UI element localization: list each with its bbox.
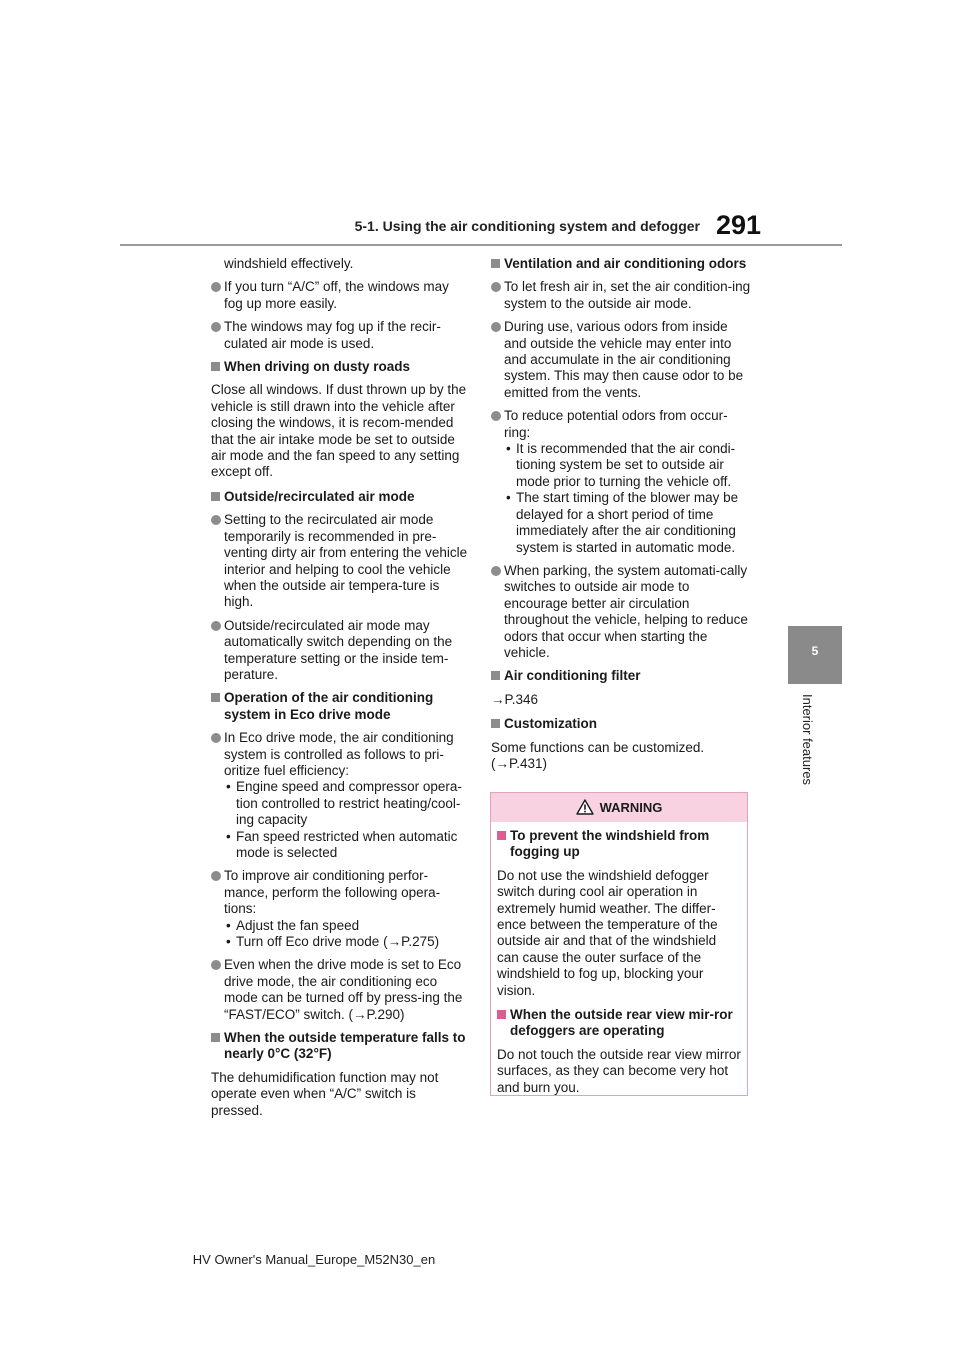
- page-reference: →P.346: [491, 691, 539, 707]
- bullet-item: If you turn “A/C” off, the windows may fog up more easily.: [211, 279, 469, 312]
- warning-header: [491, 793, 747, 822]
- sub-bullet: • It is recommended that the air condi-tioning system be set to outside air mode prior to turning the vehicle off.: [504, 441, 753, 490]
- section-heading: When driving on dusty roads: [211, 359, 469, 375]
- section-heading: Customization: [491, 716, 753, 732]
- bullet-item: Setting to the recirculated air mode temporarily is recommended in pre-venting dirty air from entering the vehicle interior and helping to cool the vehicle when the outside air tempera-ture is high.: [211, 512, 469, 610]
- warning-heading: To prevent the windshield from fogging up: [497, 828, 741, 861]
- section-heading: When the outside temperature falls to nearly 0°C (32°F): [211, 1030, 469, 1063]
- warning-paragraph: Do not use the windshield defogger switch during cool air operation in extremely humid weather. The differ-ence between the temperature of the outside air and that of the windshield can cause the outer surface of the windshield to fog up, blocking your vision.: [497, 867, 718, 998]
- left-column: [211, 256, 469, 1127]
- header-divider: [120, 244, 842, 246]
- bullet-item: The windows may fog up if the recir-culated air mode is used.: [211, 319, 469, 352]
- warning-body: [491, 822, 747, 1096]
- chapter-label: Interior features: [800, 694, 815, 786]
- warning-heading: When the outside rear view mir-ror defoggers are operating: [497, 1007, 741, 1040]
- sub-bullet: • The start timing of the blower may be delayed for a short period of time immediately after the air conditioning system is started in automatic mode.: [504, 490, 753, 556]
- section-title: 5-1. Using the air conditioning system and defogger: [354, 218, 700, 234]
- bullet-item: [491, 408, 753, 556]
- paragraph: Some functions can be customized. (→P.431): [491, 739, 705, 771]
- chapter-number: 5: [811, 644, 819, 658]
- bullet-text: To improve air conditioning perfor-mance, perform the following opera-tions:: [224, 868, 441, 917]
- sub-bullet: • Adjust the fan speed: [224, 918, 469, 934]
- bullet-text: In Eco drive mode, the air conditioning system is controlled as follows to pri-oritize fuel efficiency:: [224, 730, 454, 778]
- right-column: [491, 256, 753, 780]
- page-number: 291: [716, 210, 762, 240]
- paragraph: The dehumidification function may not operate even when “A/C” switch is pressed.: [211, 1069, 439, 1118]
- warning-box: [490, 792, 748, 1096]
- bullet-item: During use, various odors from inside and outside the vehicle may enter into and accumulate in the air conditioning system. This may then cause odor to be emitted from the vents.: [491, 319, 753, 401]
- bullet-item: When parking, the system automati-cally switches to outside air mode to encourage better air circulation throughout the vehicle, helping to reduce odors that occur when starting the vehicle.: [491, 563, 753, 661]
- bullet-item: To let fresh air in, set the air condition-ing system to the outside air mode.: [491, 279, 753, 312]
- warning-title: WARNING: [599, 800, 663, 815]
- section-heading: Ventilation and air conditioning odors: [491, 256, 753, 272]
- bullet-item: Even when the drive mode is set to Eco drive mode, the air conditioning eco mode can be turned off by press-ing the “FAST/ECO” switch. (→P.290): [211, 957, 469, 1023]
- paragraph: Close all windows. If dust thrown up by the vehicle is still drawn into the vehicle after closing the windows, it is recom-mended that the air intake mode be set to outside air mode and the fan speed to any setting except off.: [211, 382, 467, 480]
- bullet-text: To reduce potential odors from occur-ring:: [504, 408, 728, 440]
- section-heading: Outside/recirculated air mode: [211, 489, 469, 505]
- chapter-tab: [788, 626, 842, 684]
- warning-paragraph: Do not touch the outside rear view mirror surfaces, as they can become very hot and burn you.: [497, 1046, 741, 1095]
- sub-bullet: • Fan speed restricted when automatic mode is selected: [224, 829, 469, 862]
- bullet-item: [211, 868, 469, 950]
- warning-triangle-icon: [576, 799, 594, 815]
- footer-manual-id: HV Owner's Manual_Europe_M52N30_en: [192, 1252, 436, 1267]
- bullet-item: [211, 730, 469, 861]
- sub-bullet: • Engine speed and compressor opera-tion controlled to restrict heating/cool-ing capacity: [224, 779, 469, 828]
- sub-bullet: • Turn off Eco drive mode (→P.275): [224, 934, 469, 950]
- paragraph: windshield effectively.: [224, 256, 354, 271]
- bullet-item: Outside/recirculated air mode may automatically switch depending on the temperature setting or the inside tem-perature.: [211, 618, 469, 684]
- section-heading: Air conditioning filter: [491, 668, 753, 684]
- section-heading: Operation of the air conditioning system in Eco drive mode: [211, 690, 469, 723]
